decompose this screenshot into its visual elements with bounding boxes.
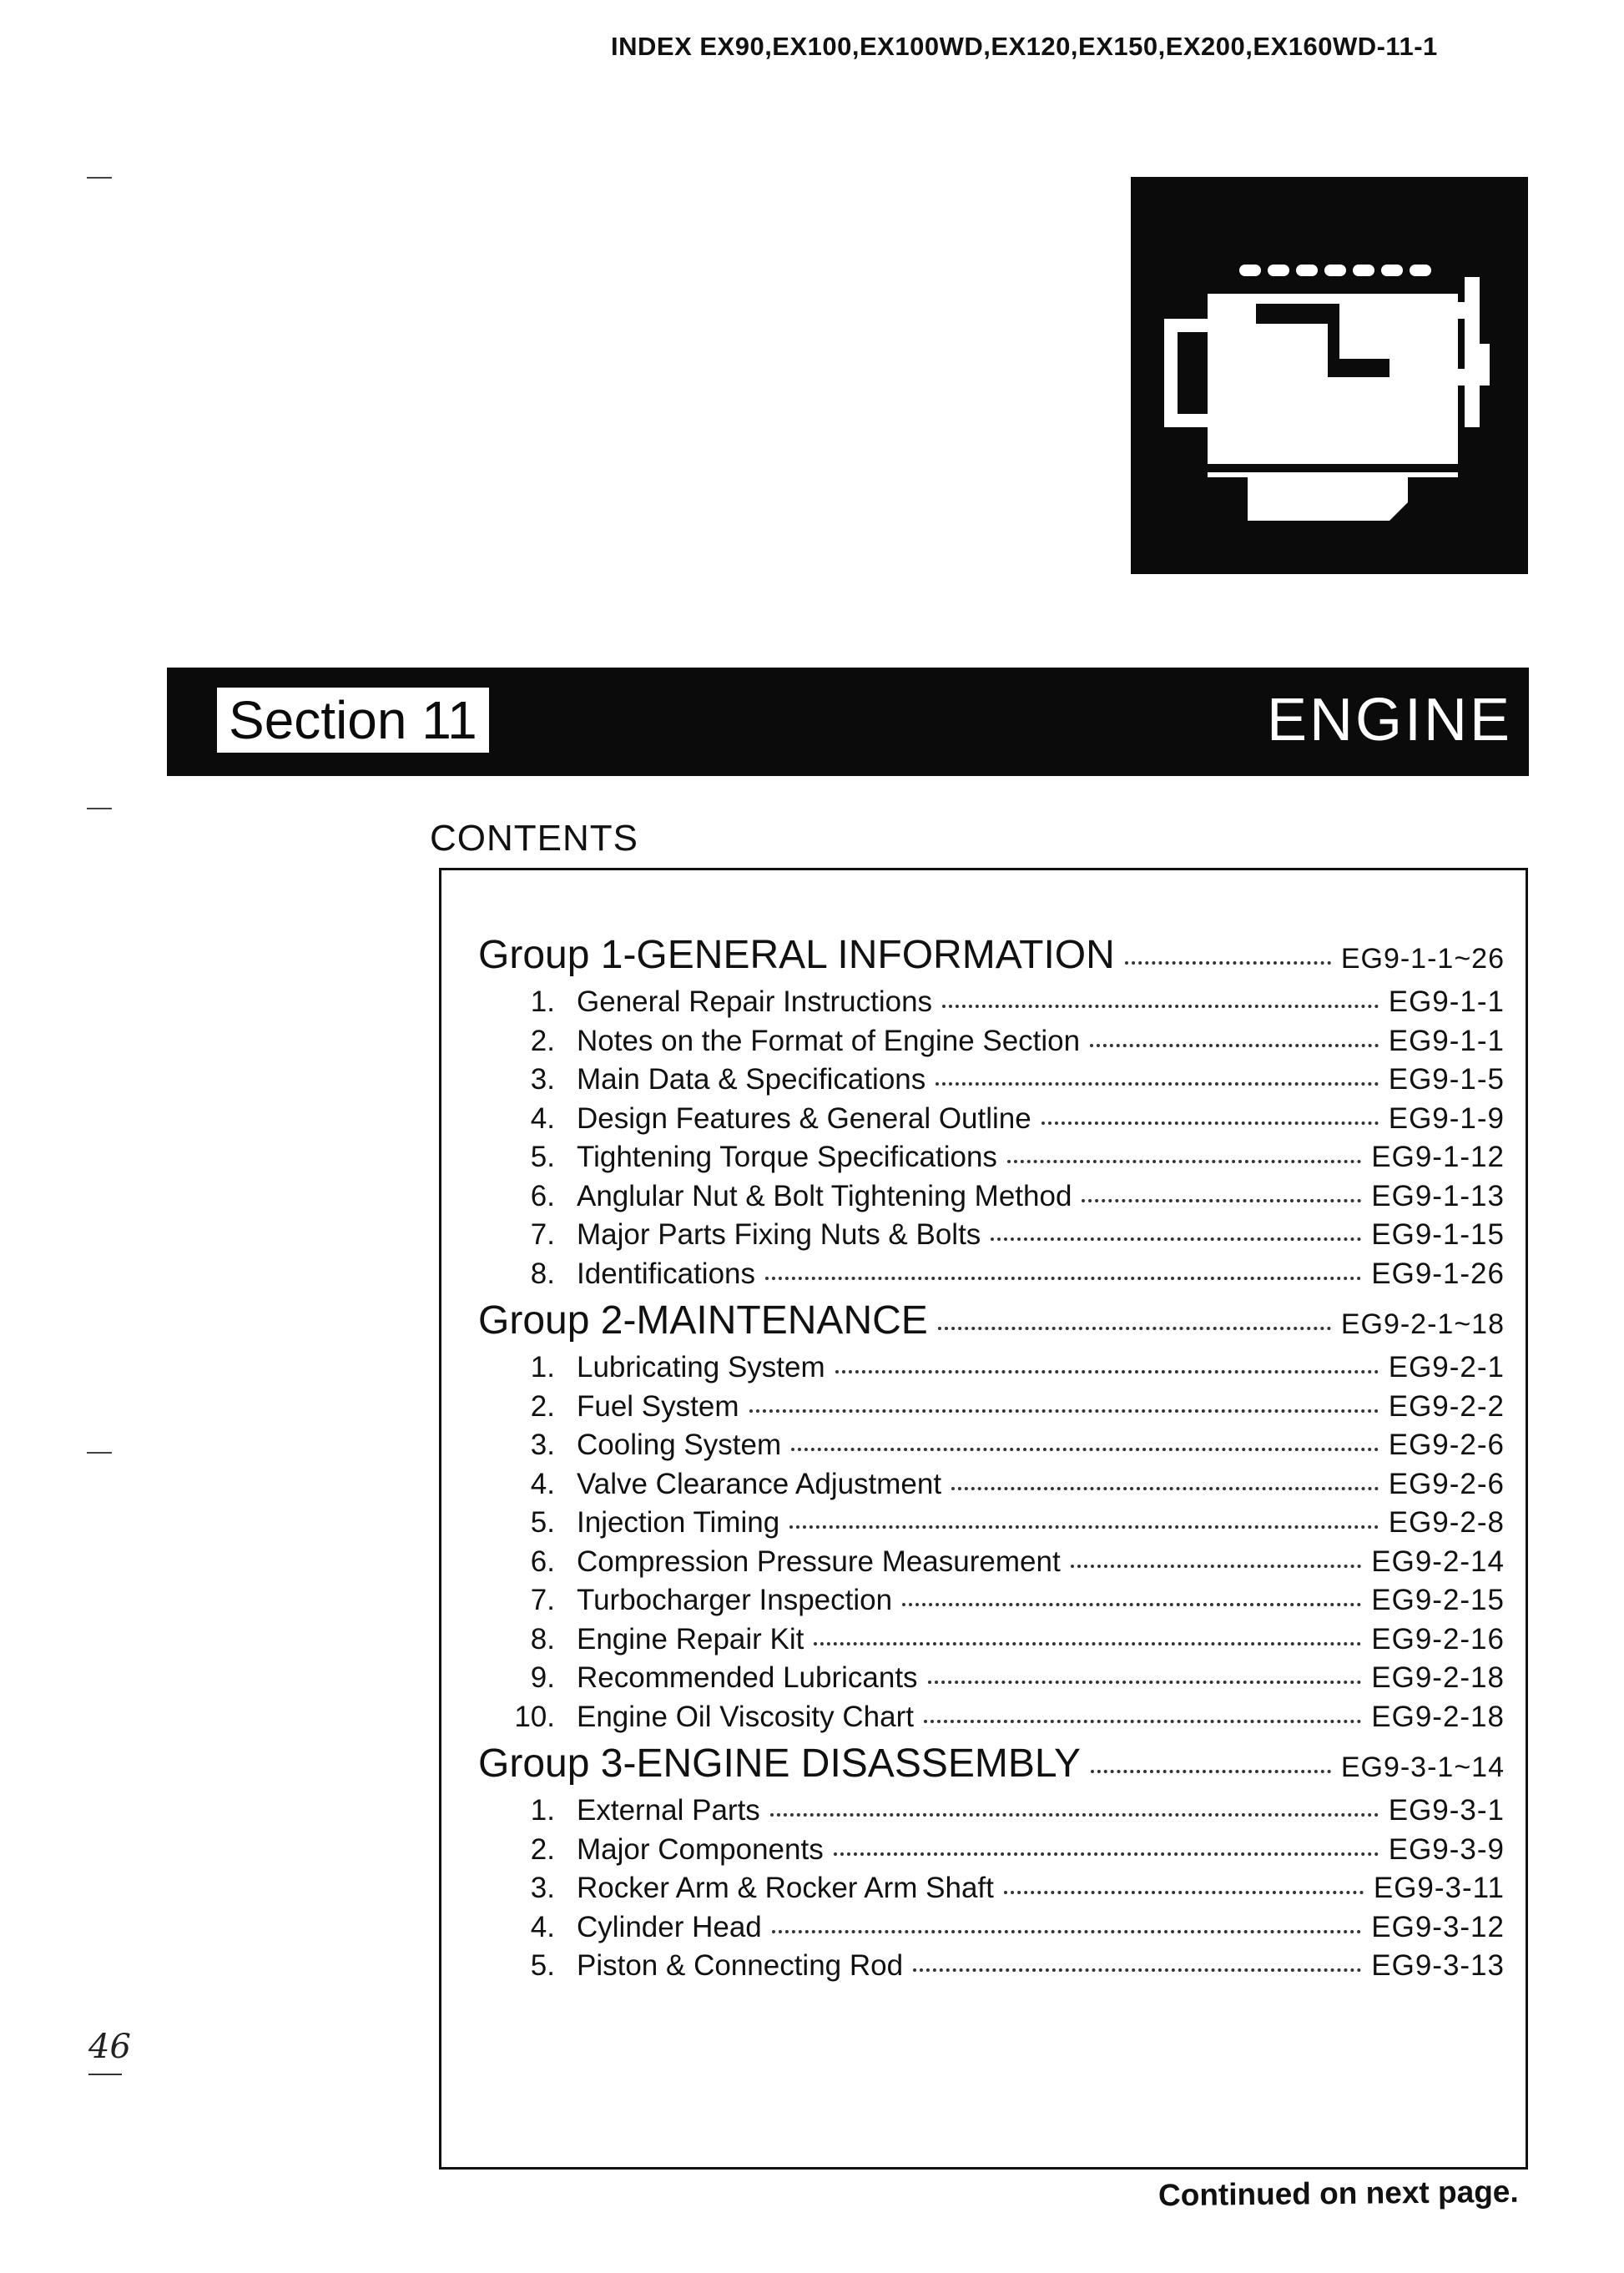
- item-page-ref: EG9-3-11: [1373, 1872, 1505, 1904]
- contents-group-row: [478, 1298, 1505, 1351]
- item-label: Piston & Connecting Rod: [577, 1949, 904, 1982]
- contents-item-row: [478, 1701, 1505, 1740]
- item-label: Fuel System: [577, 1389, 739, 1423]
- item-page-ref: EG9-2-14: [1371, 1545, 1505, 1578]
- dot-leader: [951, 1487, 1379, 1490]
- dot-leader: [936, 1082, 1378, 1086]
- item-number: 6.: [530, 1179, 555, 1212]
- dot-leader: [814, 1642, 1361, 1646]
- item-number: 8.: [530, 1257, 555, 1290]
- dot-leader: [938, 1327, 1331, 1330]
- engine-icon-graphic: [1131, 177, 1528, 574]
- handwritten-page-note: 46: [88, 2028, 131, 2066]
- dot-leader: [1041, 1121, 1379, 1125]
- contents-item-row: [478, 1102, 1505, 1142]
- item-label: Major Parts Fixing Nuts & Bolts: [577, 1218, 981, 1251]
- contents-item-row: [478, 1063, 1505, 1102]
- group-title: Group 1-GENERAL INFORMATION: [478, 933, 1115, 977]
- dot-leader: [789, 1525, 1379, 1529]
- item-label: Cooling System: [577, 1429, 782, 1461]
- handwritten-underline: [88, 2074, 122, 2075]
- contents-item-row: [478, 1218, 1505, 1257]
- item-number: 2.: [530, 1024, 555, 1057]
- contents-item-row: [478, 1949, 1505, 1988]
- item-page-ref: EG9-2-15: [1371, 1584, 1505, 1616]
- item-number: 1.: [530, 1794, 555, 1827]
- dot-leader: [902, 1603, 1361, 1606]
- item-page-ref: EG9-2-6: [1388, 1429, 1505, 1461]
- item-label: Major Components: [577, 1832, 824, 1866]
- contents-item-row: [478, 1257, 1505, 1297]
- item-label: Rocker Arm & Rocker Arm Shaft: [577, 1872, 994, 1904]
- item-page-ref: EG9-1-26: [1371, 1257, 1505, 1290]
- item-label: Main Data & Specifications: [577, 1063, 926, 1096]
- item-number: 4.: [530, 1467, 555, 1500]
- dot-leader: [835, 1370, 1379, 1373]
- item-number: 3.: [530, 1063, 555, 1096]
- group-page-range: EG9-1-1~26: [1340, 943, 1505, 975]
- contents-item-row: [478, 1545, 1505, 1585]
- contents-item-row: [478, 1911, 1505, 1950]
- group-page-range: EG9-2-1~18: [1340, 1308, 1505, 1340]
- item-label: Identifications: [577, 1257, 756, 1290]
- item-number: 7.: [530, 1584, 555, 1616]
- item-number: 2.: [530, 1832, 555, 1866]
- item-number: 4.: [530, 1910, 555, 1943]
- item-label: External Parts: [577, 1794, 760, 1827]
- dot-leader: [1082, 1199, 1361, 1202]
- item-page-ref: EG9-2-6: [1388, 1467, 1505, 1500]
- item-page-ref: EG9-2-18: [1371, 1700, 1505, 1733]
- item-number: 1.: [530, 985, 555, 1018]
- item-page-ref: EG9-3-12: [1371, 1910, 1505, 1943]
- item-label: Lubricating System: [577, 1351, 825, 1383]
- continued-note: Continued on next page.: [1157, 2174, 1519, 2213]
- dot-leader: [924, 1720, 1361, 1723]
- item-label: Valve Clearance Adjustment: [577, 1467, 942, 1500]
- contents-item-row: [478, 1025, 1505, 1064]
- dot-leader: [749, 1409, 1379, 1413]
- dot-leader: [772, 1930, 1361, 1933]
- item-number: 4.: [530, 1101, 555, 1135]
- group-title: Group 2-MAINTENANCE: [478, 1298, 928, 1343]
- dot-leader: [834, 1852, 1379, 1856]
- item-page-ref: EG9-3-9: [1388, 1832, 1505, 1866]
- engine-icon: [1131, 177, 1528, 574]
- item-number: 5.: [530, 1949, 555, 1982]
- item-number: 10.: [514, 1700, 555, 1733]
- contents-heading: CONTENTS: [430, 818, 638, 859]
- item-label: Turbocharger Inspection: [577, 1584, 893, 1616]
- dot-leader: [1090, 1044, 1379, 1047]
- margin-mark: [87, 808, 112, 809]
- section-title: ENGINE: [1266, 687, 1512, 753]
- contents-item-row: [478, 1623, 1505, 1662]
- contents-item-row: [478, 1390, 1505, 1429]
- item-page-ref: EG9-1-15: [1371, 1218, 1505, 1251]
- item-number: 5.: [530, 1506, 555, 1539]
- contents-groups: [478, 930, 1505, 1988]
- contents-item-row: [478, 1180, 1505, 1219]
- contents-group-row: [478, 932, 1505, 985]
- item-label: Recommended Lubricants: [577, 1661, 918, 1694]
- dot-leader: [991, 1237, 1361, 1241]
- contents-item-row: [478, 1506, 1505, 1545]
- item-label: Cylinder Head: [577, 1910, 762, 1943]
- item-number: 7.: [530, 1218, 555, 1251]
- dot-leader: [1125, 961, 1331, 965]
- contents-item-row: [478, 1141, 1505, 1180]
- item-number: 3.: [530, 1429, 555, 1461]
- item-label: Engine Repair Kit: [577, 1622, 804, 1656]
- item-label: Tightening Torque Specifications: [577, 1141, 997, 1173]
- contents-item-row: [478, 1584, 1505, 1623]
- item-number: 2.: [530, 1389, 555, 1423]
- item-number: 9.: [530, 1661, 555, 1694]
- dot-leader: [1071, 1565, 1362, 1568]
- item-page-ref: EG9-2-8: [1388, 1506, 1505, 1539]
- group-page-range: EG9-3-1~14: [1340, 1751, 1505, 1783]
- contents-item-row: [478, 1351, 1505, 1390]
- item-number: 1.: [530, 1351, 555, 1383]
- item-label: Notes on the Format of Engine Section: [577, 1024, 1081, 1057]
- item-number: 6.: [530, 1545, 555, 1578]
- section-banner: [167, 668, 1529, 776]
- contents-item-row: [478, 1429, 1505, 1468]
- dot-leader: [770, 1813, 1379, 1817]
- contents-table: [439, 868, 1528, 2170]
- item-label: Engine Oil Viscosity Chart: [577, 1700, 914, 1733]
- item-page-ref: EG9-1-9: [1388, 1101, 1505, 1135]
- item-label: Anglular Nut & Bolt Tightening Method: [577, 1179, 1072, 1212]
- item-label: Design Features & General Outline: [577, 1101, 1031, 1135]
- item-page-ref: EG9-1-5: [1388, 1063, 1505, 1096]
- item-page-ref: EG9-3-1: [1388, 1794, 1505, 1827]
- dot-leader: [765, 1277, 1361, 1280]
- item-page-ref: EG9-2-1: [1388, 1351, 1505, 1383]
- item-page-ref: EG9-2-2: [1388, 1389, 1505, 1423]
- item-label: Compression Pressure Measurement: [577, 1545, 1061, 1578]
- contents-item-row: [478, 985, 1505, 1025]
- item-page-ref: EG9-1-13: [1371, 1179, 1505, 1212]
- margin-mark: [87, 1452, 112, 1454]
- contents-item-row: [478, 1872, 1505, 1911]
- item-page-ref: EG9-2-16: [1371, 1622, 1505, 1656]
- document-index-header: INDEX EX90,EX100,EX100WD,EX120,EX150,EX200,EX160WD-11-1: [611, 32, 1438, 61]
- margin-mark: [87, 177, 112, 179]
- contents-item-row: [478, 1661, 1505, 1701]
- item-label: Injection Timing: [577, 1506, 780, 1539]
- section-number-label: Section 11: [217, 688, 489, 753]
- contents-item-row: [478, 1833, 1505, 1872]
- item-number: 8.: [530, 1622, 555, 1656]
- item-label: General Repair Instructions: [577, 985, 933, 1018]
- item-number: 5.: [530, 1141, 555, 1173]
- dot-leader: [928, 1681, 1362, 1684]
- item-page-ref: EG9-1-1: [1388, 985, 1505, 1018]
- dot-leader: [913, 1968, 1361, 1972]
- item-page-ref: EG9-1-1: [1388, 1024, 1505, 1057]
- contents-item-row: [478, 1794, 1505, 1833]
- dot-leader: [1004, 1891, 1364, 1894]
- group-title: Group 3-ENGINE DISASSEMBLY: [478, 1741, 1082, 1786]
- item-page-ref: EG9-1-12: [1371, 1141, 1505, 1173]
- item-number: 3.: [530, 1872, 555, 1904]
- dot-leader: [1007, 1160, 1361, 1163]
- dot-leader: [1091, 1770, 1331, 1773]
- item-page-ref: EG9-3-13: [1371, 1949, 1505, 1982]
- dot-leader: [791, 1448, 1379, 1451]
- item-page-ref: EG9-2-18: [1371, 1661, 1505, 1694]
- dot-leader: [942, 1005, 1379, 1008]
- contents-item-row: [478, 1468, 1505, 1507]
- contents-group-row: [478, 1741, 1505, 1794]
